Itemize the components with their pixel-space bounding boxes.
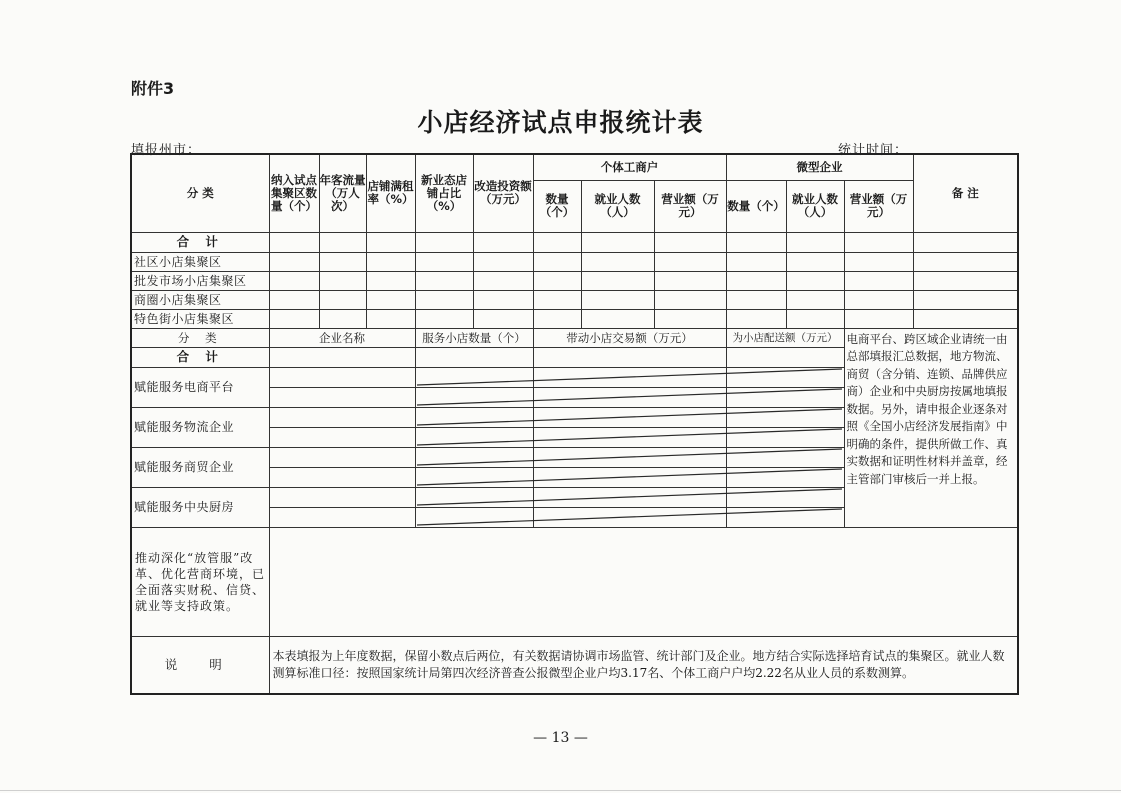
policy-content-cell[interactable] [269, 527, 1018, 636]
cell[interactable] [726, 309, 786, 328]
cell[interactable] [533, 407, 726, 427]
cell[interactable] [786, 309, 844, 328]
cell[interactable] [844, 232, 913, 252]
cell[interactable] [533, 467, 726, 487]
cell[interactable] [415, 271, 473, 290]
cell[interactable] [319, 290, 366, 309]
cell[interactable] [269, 347, 415, 367]
cell[interactable] [319, 252, 366, 271]
cell[interactable] [533, 447, 726, 467]
cell[interactable] [269, 271, 319, 290]
cell[interactable] [415, 407, 533, 427]
header-ind-revenue: 营业额（万元） [654, 180, 726, 232]
row-label-logistics: 赋能服务物流企业 [131, 407, 269, 447]
header-category: 分 类 [131, 154, 269, 232]
cell[interactable] [415, 427, 533, 447]
policy-label: 推动深化“放管服”改革、优化营商环境，已全面落实财税、信贷、就业等支持政策。 [131, 527, 269, 636]
cell[interactable] [269, 427, 415, 447]
cell[interactable] [844, 290, 913, 309]
row-label-community: 社区小店集聚区 [131, 252, 269, 271]
cell[interactable] [654, 290, 726, 309]
cell[interactable] [319, 309, 366, 328]
cell[interactable] [415, 447, 533, 467]
header-ind-employees: 就业人数（人） [581, 180, 654, 232]
section2-header-category: 分 类 [131, 328, 269, 347]
cell[interactable] [269, 447, 415, 467]
cell[interactable] [726, 467, 844, 487]
cell[interactable] [533, 252, 581, 271]
cell[interactable] [913, 290, 1018, 309]
filling-note: 电商平台、跨区域企业请统一由总部填报汇总数据，地方物流、商贸（含分销、连锁、品牌供应商）企业和中央厨房按属地填报数据。另外，请申报企业逐条对照《全国小店经济发展指南》中明确的条件，提供所做工作、真实数据和证明性材料并盖章，经主管部门审核后一并上报。 [844, 328, 1018, 527]
cell[interactable] [581, 252, 654, 271]
cell[interactable] [269, 507, 415, 527]
header-delivery-amount: 为小店配送额（万元） [726, 328, 844, 347]
cell[interactable] [533, 347, 726, 367]
cell[interactable] [726, 347, 844, 367]
row-label-central-kitchen: 赋能服务中央厨房 [131, 487, 269, 527]
cell[interactable] [581, 290, 654, 309]
cell[interactable] [533, 487, 726, 507]
cell[interactable] [844, 271, 913, 290]
cell[interactable] [415, 487, 533, 507]
cell[interactable] [473, 232, 533, 252]
cell[interactable] [366, 290, 415, 309]
cell[interactable] [415, 252, 473, 271]
cell[interactable] [473, 252, 533, 271]
cell[interactable] [786, 271, 844, 290]
cell[interactable] [366, 309, 415, 328]
cell[interactable] [581, 271, 654, 290]
cell[interactable] [533, 290, 581, 309]
row-label-wholesale: 批发市场小店集聚区 [131, 271, 269, 290]
cell[interactable] [415, 507, 533, 527]
cell[interactable] [726, 407, 844, 427]
header-group-micro: 微型企业 [726, 154, 913, 180]
cell[interactable] [269, 487, 415, 507]
cell[interactable] [415, 467, 533, 487]
header-ind-count: 数量（个） [533, 180, 581, 232]
cell[interactable] [473, 290, 533, 309]
cell[interactable] [269, 407, 415, 427]
cell[interactable] [415, 290, 473, 309]
cell[interactable] [654, 232, 726, 252]
cell[interactable] [269, 309, 319, 328]
cell[interactable] [269, 467, 415, 487]
row-label-ecommerce: 赋能服务电商平台 [131, 367, 269, 407]
cell[interactable] [581, 232, 654, 252]
cell[interactable] [726, 232, 786, 252]
cell[interactable] [726, 387, 844, 407]
header-micro-employees: 就业人数（人） [786, 180, 844, 232]
cell[interactable] [913, 271, 1018, 290]
region-label: 填报州市： [131, 143, 202, 158]
cell[interactable] [654, 309, 726, 328]
row-label-business-district: 商圈小店集聚区 [131, 290, 269, 309]
cell[interactable] [366, 271, 415, 290]
row-label-commerce: 赋能服务商贸企业 [131, 447, 269, 487]
header-micro-count: 数量（个） [726, 180, 786, 232]
explanation-label: 说 明 [131, 636, 269, 694]
section2-total-label: 合 计 [131, 347, 269, 367]
document-title: 小店经济试点申报统计表 [417, 108, 704, 137]
cell[interactable] [533, 387, 726, 407]
cell[interactable] [726, 252, 786, 271]
cell[interactable] [533, 232, 581, 252]
header-cluster-count: 纳入试点集聚区数量（个） [269, 154, 319, 232]
cell[interactable] [786, 290, 844, 309]
statistics-table [130, 153, 1019, 695]
cell[interactable] [269, 252, 319, 271]
page-number: — 13 — [533, 730, 588, 746]
cell[interactable] [366, 232, 415, 252]
cell[interactable] [786, 232, 844, 252]
cell[interactable] [726, 507, 844, 527]
cell[interactable] [533, 271, 581, 290]
table-row [131, 252, 1018, 271]
cell[interactable] [415, 309, 473, 328]
cell[interactable] [844, 309, 913, 328]
cell[interactable] [473, 309, 533, 328]
cell[interactable] [415, 367, 533, 387]
cell[interactable] [269, 367, 415, 387]
header-company-name: 企业名称 [269, 328, 415, 347]
cell[interactable] [269, 232, 319, 252]
cell[interactable] [844, 252, 913, 271]
cell[interactable] [269, 387, 415, 407]
cell[interactable] [473, 271, 533, 290]
cell[interactable] [415, 347, 533, 367]
cell[interactable] [726, 447, 844, 467]
cell[interactable] [726, 367, 844, 387]
cell[interactable] [533, 367, 726, 387]
cell[interactable] [366, 252, 415, 271]
cell[interactable] [581, 309, 654, 328]
cell[interactable] [319, 271, 366, 290]
cell[interactable] [726, 271, 786, 290]
header-annual-traffic: 年客流量（万人次） [319, 154, 366, 232]
cell[interactable] [726, 427, 844, 447]
cell[interactable] [726, 487, 844, 507]
header-investment: 改造投资额（万元） [473, 154, 533, 232]
attachment-label: 附件3 [131, 79, 175, 98]
header-remarks: 备 注 [913, 154, 1018, 232]
cell[interactable] [913, 232, 1018, 252]
header-full-rent-rate: 店铺满租率（%） [366, 154, 415, 232]
header-driven-volume: 带动小店交易额（万元） [533, 328, 726, 347]
cell[interactable] [913, 309, 1018, 328]
cell[interactable] [913, 252, 1018, 271]
table-row [131, 271, 1018, 290]
stat-time-label: 统计时间： [838, 143, 909, 158]
cell[interactable] [415, 387, 533, 407]
cell[interactable] [269, 290, 319, 309]
total-row-label: 合 计 [131, 232, 269, 252]
cell[interactable] [415, 232, 473, 252]
table-row [131, 290, 1018, 309]
header-new-format-ratio: 新业态店铺占比（%） [415, 154, 473, 232]
row-label-special-street: 特色街小店集聚区 [131, 309, 269, 328]
table-row [131, 232, 1018, 252]
cell[interactable] [533, 507, 726, 527]
cell[interactable] [726, 290, 786, 309]
table-row [131, 309, 1018, 328]
cell[interactable] [533, 309, 581, 328]
header-service-stores: 服务小店数量（个） [415, 328, 533, 347]
cell[interactable] [533, 427, 726, 447]
cell[interactable] [319, 232, 366, 252]
cell[interactable] [654, 252, 726, 271]
cell[interactable] [654, 271, 726, 290]
header-group-individual: 个体工商户 [533, 154, 726, 180]
scan-edge-line [0, 790, 1121, 791]
explanation-text: 本表填报为上年度数据，保留小数点后两位，有关数据请协调市场监管、统计部门及企业。地方结合实际选择培育试点的集聚区。就业人数测算标准口径：按照国家统计局第四次经济普查公报微型企业户均3.17名、个体工商户户均2.22名从业人员的系数测算。 [269, 636, 1018, 694]
cell[interactable] [786, 252, 844, 271]
header-micro-revenue: 营业额（万元） [844, 180, 913, 232]
